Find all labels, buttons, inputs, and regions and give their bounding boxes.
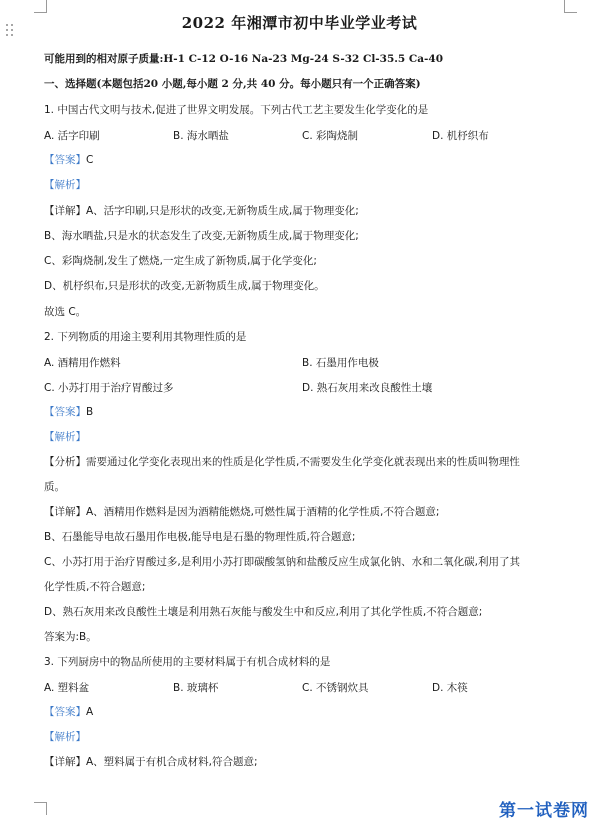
- q2-detail-b: B、石墨能导电故石墨用作电极,能导电是石墨的物理性质,符合题意;: [44, 531, 356, 543]
- q1-detail-c: C、彩陶烧制,发生了燃烧,一定生成了新物质,属于化学变化;: [44, 255, 317, 267]
- q1-option-d: D. 机杼织布: [432, 130, 489, 142]
- q1-detail-a: [44, 204, 359, 218]
- section-heading: 一、选择题(本题包括20 小题,每小题 2 分,共 40 分。每小题只有一个正确答案): [44, 78, 421, 90]
- answer-tag: 【答案】: [44, 406, 86, 418]
- q1-conclusion: 故选 C。: [44, 306, 87, 318]
- crop-mark-bottom-left: [34, 802, 47, 815]
- q1-answer: [44, 153, 93, 167]
- detail-text: A、酒精用作燃料是因为酒精能燃烧,可燃性属于酒精的化学性质,不符合题意;: [86, 506, 440, 518]
- answer-tag: 【答案】: [44, 706, 86, 718]
- q3-option-d: D. 木筷: [432, 682, 468, 694]
- q2-detail-c2: 化学性质,不符合题意;: [44, 581, 146, 593]
- q1-analysis-tag: 【解析】: [44, 179, 86, 191]
- q2-option-b: B. 石墨用作电极: [302, 357, 379, 369]
- q1-option-a: A. 活字印刷: [44, 130, 100, 142]
- analysis-text: 需要通过化学变化表现出来的性质是化学性质,不需要发生化学变化就表现出来的性质叫物理性: [86, 456, 520, 468]
- detail-text: A、塑料属于有机合成材料,符合题意;: [86, 756, 258, 768]
- page-title: 2022 年湘潭市初中毕业学业考试: [181, 14, 418, 32]
- answer-value: C: [86, 154, 94, 166]
- q3-stem: 3. 下列厨房中的物品所使用的主要材料属于有机合成材料的是: [44, 656, 331, 668]
- q2-stem: 2. 下列物质的用途主要利用其物理性质的是: [44, 331, 247, 343]
- q3-answer: [44, 705, 93, 719]
- q2-analysis-2: 质。: [44, 481, 65, 493]
- q2-option-c: C. 小苏打用于治疗胃酸过多: [44, 382, 174, 394]
- q1-option-b: B. 海水晒盐: [173, 130, 229, 142]
- detail-tag: 【详解】: [44, 506, 86, 518]
- q2-analysis-1: [44, 455, 520, 469]
- q2-detail-a: [44, 505, 439, 519]
- q2-analysis-tag: 【解析】: [44, 431, 86, 443]
- q1-detail-b: B、海水晒盐,只是水的状态发生了改变,无新物质生成,属于物理变化;: [44, 230, 359, 242]
- q1-option-c: C. 彩陶烧制: [302, 130, 359, 142]
- q1-detail-d: D、机杼织布,只是形状的改变,无新物质生成,属于物理变化。: [44, 280, 325, 292]
- answer-value: A: [86, 706, 94, 718]
- q1-stem: 1. 中国古代文明与技术,促进了世界文明发展。下列古代工艺主要发生化学变化的是: [44, 104, 429, 116]
- detail-text: A、活字印刷,只是形状的改变,无新物质生成,属于物理变化;: [86, 205, 359, 217]
- atomic-masses: 可能用到的相对原子质量:H-1 C-12 O-16 Na-23 Mg-24 S-32 Cl-35.5 Ca-40: [44, 53, 444, 65]
- q3-analysis-tag: 【解析】: [44, 731, 86, 743]
- detail-tag: 【详解】: [44, 205, 86, 217]
- q2-conclusion: 答案为:B。: [44, 631, 97, 643]
- q3-option-b: B. 玻璃杯: [173, 682, 219, 694]
- q2-option-a: A. 酒精用作燃料: [44, 357, 121, 369]
- q2-answer: [44, 405, 93, 419]
- analysis-head: 【分析】: [44, 456, 86, 468]
- q2-detail-c1: C、小苏打用于治疗胃酸过多,是利用小苏打即碳酸氢钠和盐酸反应生成氯化钠、水和二氧化碳,利用了其: [44, 556, 521, 568]
- q3-option-c: C. 不锈钢炊具: [302, 682, 369, 694]
- q3-detail-a: [44, 755, 258, 769]
- answer-value: B: [86, 406, 94, 418]
- watermark-logo: 第一试卷网: [499, 801, 589, 821]
- answer-tag: 【答案】: [44, 154, 86, 166]
- detail-tag: 【详解】: [44, 756, 86, 768]
- q2-detail-d: D、熟石灰用来改良酸性土壤是利用熟石灰能与酸发生中和反应,利用了其化学性质,不符合题意;: [44, 606, 483, 618]
- q3-option-a: A. 塑料盆: [44, 682, 90, 694]
- q2-option-d: D. 熟石灰用来改良酸性土壤: [302, 382, 433, 394]
